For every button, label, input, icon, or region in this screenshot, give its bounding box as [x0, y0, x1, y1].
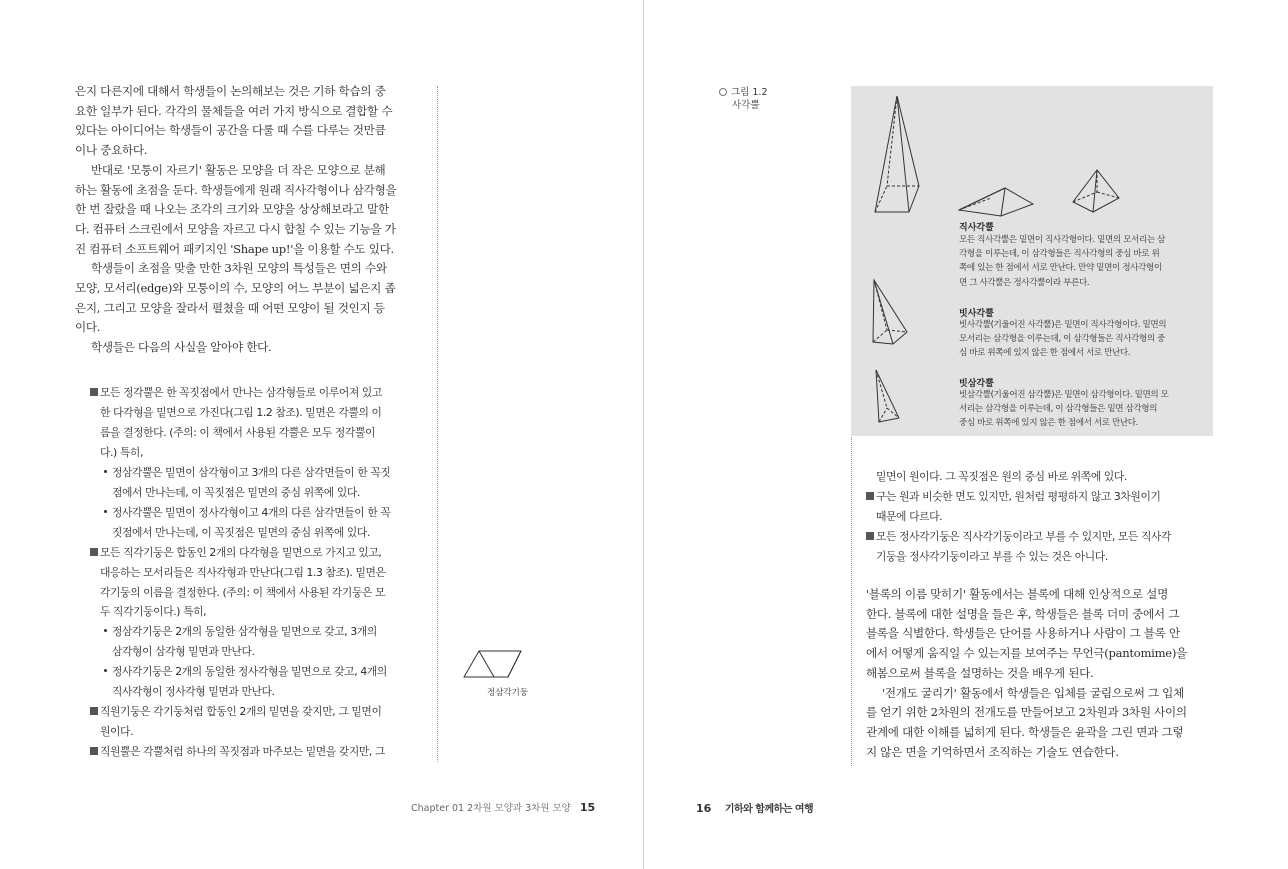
dot-bullet-icon: [104, 629, 107, 632]
desc-line: 모든 직사각뿔은 밑면이 직사각형이다. 밑면의 모서리는 삼: [959, 235, 1165, 245]
list-item-line: [100, 602, 206, 622]
list-item-text: 모든 정사각기둥은 직사각기둥이라고 부를 수 있지만, 모든 직사각: [876, 529, 1172, 543]
list-item-line: [100, 563, 386, 583]
chapter-label: Chapter 01 2차원 모양과 3차원 모양: [411, 803, 571, 814]
list-item-text: 삼각형이 삼각형 밑면과 만난다.: [112, 645, 255, 659]
text-line: 있다는 아이디어는 학생들이 공간을 다룰 때 수를 다루는 것만큼: [75, 123, 386, 138]
list-item-line: [90, 543, 381, 563]
square-bullet-icon: [90, 388, 98, 396]
pyramid-figure-box: [851, 86, 1213, 436]
list-item-line: [104, 463, 390, 483]
list-item-text: 밑면이 원이다. 그 꼭짓점은 원의 중심 바로 위쪽에 있다.: [876, 470, 1127, 483]
list-item-line: [112, 523, 370, 543]
list-item-text: 모든 직각기둥은 합동인 2개의 다각형을 밑면으로 가지고 있고,: [100, 545, 382, 559]
list-item-line: [100, 443, 143, 463]
text-line: 한 번 잘랐을 때 나오는 조각의 크기와 모양을 상상해보라고 말한: [75, 202, 389, 217]
list-item-line: [90, 383, 382, 403]
square-bullet-icon: [90, 707, 98, 715]
left-footer: [411, 800, 595, 814]
list-item-line: [112, 682, 275, 702]
dot-bullet-icon: [104, 470, 107, 473]
list-item-text: 정사각뿔은 밑면이 정사각형이고 4개의 다른 삼각면들이 한 꼭: [112, 505, 391, 519]
square-bullet-icon: [90, 747, 98, 755]
section-desc-oblique-tri-pyramid: [959, 388, 1204, 431]
text-line: 해봄으로써 블록을 설명하는 것을 배우게 된다.: [866, 665, 1094, 680]
list-item-text: 짓점에서 만나는데, 이 꼭짓점은 밑면의 중심 위쪽에 있다.: [112, 525, 370, 539]
text-line: 은지, 그리고 모양을 잘라서 펼쳤을 때 어떤 모양이 될 것인지 등: [75, 300, 385, 315]
text-line: 에서 어떻게 움직일 수 있는지를 보여주는 무언극(pantomime)을: [866, 646, 1187, 661]
oblique-triangular-pyramid-illustration: [873, 368, 903, 426]
text-line: 모양, 모서리(edge)와 모퉁이의 수, 모양의 어느 부분이 넓은지 좁: [75, 281, 396, 295]
desc-line: 서리는 삼각형을 이루는데, 이 삼각형들은 밑면 삼각형의: [959, 404, 1158, 415]
book-logo: 기하와 함께하는 여행: [724, 804, 814, 815]
list-item-line: [866, 527, 1171, 547]
list-item-text: 정삼각기둥은 2개의 동일한 삼각형을 밑면으로 갖고, 3개의: [112, 625, 377, 639]
text-line: 요한 일부가 된다. 각각의 물체들을 여러 가지 방식으로 결합할 수: [75, 103, 393, 118]
list-item-text: 대응하는 모서리들은 직사각형과 만난다(그림 1.3 참조). 밑면은: [100, 565, 386, 579]
text-line: 다. 컴퓨터 스크린에서 모양을 자르고 다시 합칠 수 있는 기능을 가: [75, 221, 396, 236]
desc-line: 중심 바로 위쪽에 있지 않은 한 점에서 서로 만난다.: [959, 418, 1139, 429]
text-line: 지 않은 면을 기억하면서 조직하는 기술도 연습한다.: [866, 744, 1119, 759]
desc-line: 빗삼각뿔(기울어진 삼각뿔)은 밑면이 삼각형이다. 밑면의 모: [959, 390, 1169, 400]
list-item-text: 각기둥의 이름을 결정한다. (주의: 이 책에서 사용된 각기둥은 모: [100, 585, 386, 599]
square-pyramid-illustration: [1071, 168, 1123, 216]
list-item-text: 구는 원과 비슷한 면도 있지만, 원처럼 평평하지 않고 3차원이기: [876, 489, 1161, 503]
list-item-text: 점에서 만나는데, 이 꼭짓점은 밑면의 중심 위쪽에 있다.: [112, 485, 360, 499]
section-desc-oblique-rect-pyramid: [959, 318, 1204, 361]
text-line: '블록의 이름 맞히기' 활동에서는 블록에 대해 인상적으로 설명: [866, 587, 1168, 601]
prism-caption: 정삼각기둥: [487, 688, 529, 698]
list-item-text: 직사각형이 정사각형 밑면과 만난다.: [112, 685, 275, 699]
list-item-text: 다.) 특히,: [100, 445, 143, 459]
text-line: 은지 다른지에 대해서 학생들이 논의해보는 것은 기하 학습의 중: [75, 84, 386, 98]
list-item-line: [104, 622, 377, 642]
text-line: 이나 중요하다.: [75, 143, 148, 158]
desc-line: 면 그 사각뿔은 정사각뿔이라 부른다.: [959, 277, 1090, 288]
list-item-text: 한 다각형을 밑면으로 가진다(그림 1.2 참조). 밑면은 각뿔의 이: [100, 405, 382, 419]
page-number-right: 16: [696, 802, 712, 815]
list-item-line: [876, 467, 1127, 487]
desc-line: 쪽에 있는 한 점에서 서로 만난다. 만약 밑면이 정사각형이: [959, 263, 1162, 274]
list-item-text: 기둥을 정사각기둥이라고 부를 수 있는 것은 아니다.: [876, 549, 1108, 563]
figure-number: 그림 1.2: [731, 87, 768, 98]
circle-bullet-icon: [719, 88, 727, 96]
section-desc-rect-pyramid: [959, 233, 1204, 290]
text-line: 를 얻기 위한 2차원의 전개도를 만들어보고 2차원과 3차원 사이의: [866, 705, 1187, 720]
desc-line: 모서리는 삼각형을 이루는데, 이 삼각형들은 직사각형의 중: [959, 334, 1165, 345]
text-line: 학생들은 다음의 사실을 알아야 한다.: [91, 340, 272, 355]
text-line: 이다.: [75, 320, 101, 335]
list-item-line: [100, 423, 375, 443]
square-bullet-icon: [866, 492, 874, 500]
list-item-text: 모든 정각뿔은 한 꼭짓점에서 만나는 삼각형들로 이루어져 있고: [100, 386, 382, 399]
text-line: 관계에 대한 이해를 넓히게 된다. 학생들은 윤곽을 그린 면과 그렇: [866, 724, 1184, 739]
list-item-line: [876, 547, 1108, 567]
list-item-line: [90, 742, 385, 762]
right-footer: [696, 800, 813, 815]
square-bullet-icon: [866, 532, 874, 540]
dot-bullet-icon: [104, 510, 107, 513]
desc-line: 빗사각뿔(기울어진 사각뿔)은 밑면이 직사각형이다. 밑면의: [959, 320, 1167, 330]
figure-title: 사각뿔: [732, 100, 760, 111]
section-title-oblique-rect-pyramid: 빗사각뿔: [959, 309, 994, 319]
list-item-line: [112, 642, 255, 662]
list-item-text: 때문에 다르다.: [876, 509, 943, 523]
list-item-line: [866, 487, 1161, 507]
list-item-text: 름을 결정한다. (주의: 이 책에서 사용된 각뿔은 모두 정각뿔이: [100, 425, 376, 439]
left-column-rule: [437, 86, 438, 762]
square-bullet-icon: [90, 548, 98, 556]
list-item-text: 직원기둥은 각기둥처럼 합동인 2개의 밑면을 갖지만, 그 밑면이: [100, 705, 382, 719]
list-item-text: 두 직각기둥이다.) 특히,: [100, 605, 207, 619]
list-item-text: 정삼각뿔은 밑면이 삼각형이고 3개의 다른 삼각면들이 한 꼭짓: [112, 465, 391, 479]
list-item-line: [112, 483, 360, 503]
list-item-line: [876, 507, 942, 527]
list-item-line: [90, 702, 381, 722]
page-number-left: 15: [579, 801, 596, 814]
text-line: 한다. 블록에 대한 설명을 들은 후, 학생들은 블록 더미 중에서 그: [866, 606, 1180, 621]
list-item-line: [100, 722, 133, 742]
list-item-text: 원이다.: [100, 725, 134, 739]
triangular-prism-illustration: [462, 648, 524, 682]
text-line: 반대로 '모퉁이 자르기' 활동은 모양을 더 작은 모양으로 분해: [91, 162, 386, 177]
figure-caption: [719, 86, 767, 112]
section-title-rect-pyramid: 직사각뿔: [959, 223, 994, 233]
book-spine: [643, 0, 644, 869]
oblique-pyramid-illustration: [871, 278, 911, 348]
list-item-line: [104, 503, 390, 523]
section-title-oblique-tri-pyramid: 빗삼각뿔: [959, 379, 994, 389]
text-line: 블록을 식별한다. 학생들은 단어를 사용하거나 사람이 그 블록 안: [866, 626, 1180, 641]
flat-pyramid-illustration: [957, 186, 1037, 218]
list-item-text: 직원뿔은 각뿔처럼 하나의 꼭짓점과 마주보는 밑면을 갖지만, 그: [100, 745, 386, 759]
list-item-line: [104, 662, 387, 682]
text-line: 학생들이 초점을 맞출 만한 3차원 모양의 특성들은 면의 수와: [91, 261, 387, 276]
list-item-text: 정사각기둥은 2개의 동일한 정사각형을 밑면으로 갖고, 4개의: [112, 665, 387, 679]
list-item-line: [100, 403, 382, 423]
tall-pyramid-illustration: [873, 94, 923, 216]
list-item-line: [100, 583, 385, 603]
text-line: '전개도 굴리기' 활동에서 학생들은 입체를 굴림으로써 그 입체: [882, 685, 1184, 700]
dot-bullet-icon: [104, 669, 107, 672]
desc-line: 심 바로 위쪽에 있지 않은 한 점에서 서로 만난다.: [959, 348, 1131, 359]
text-line: 하는 활동에 초점을 둔다. 학생들에게 원래 직사각형이나 삼각형을: [75, 182, 397, 197]
desc-line: 각형을 이루는데, 이 삼각형들은 직사각형의 중심 바로 위: [959, 249, 1160, 260]
text-line: 진 컴퓨터 소프트웨어 패키지인 'Shape up!'을 이용할 수도 있다.: [75, 241, 394, 256]
